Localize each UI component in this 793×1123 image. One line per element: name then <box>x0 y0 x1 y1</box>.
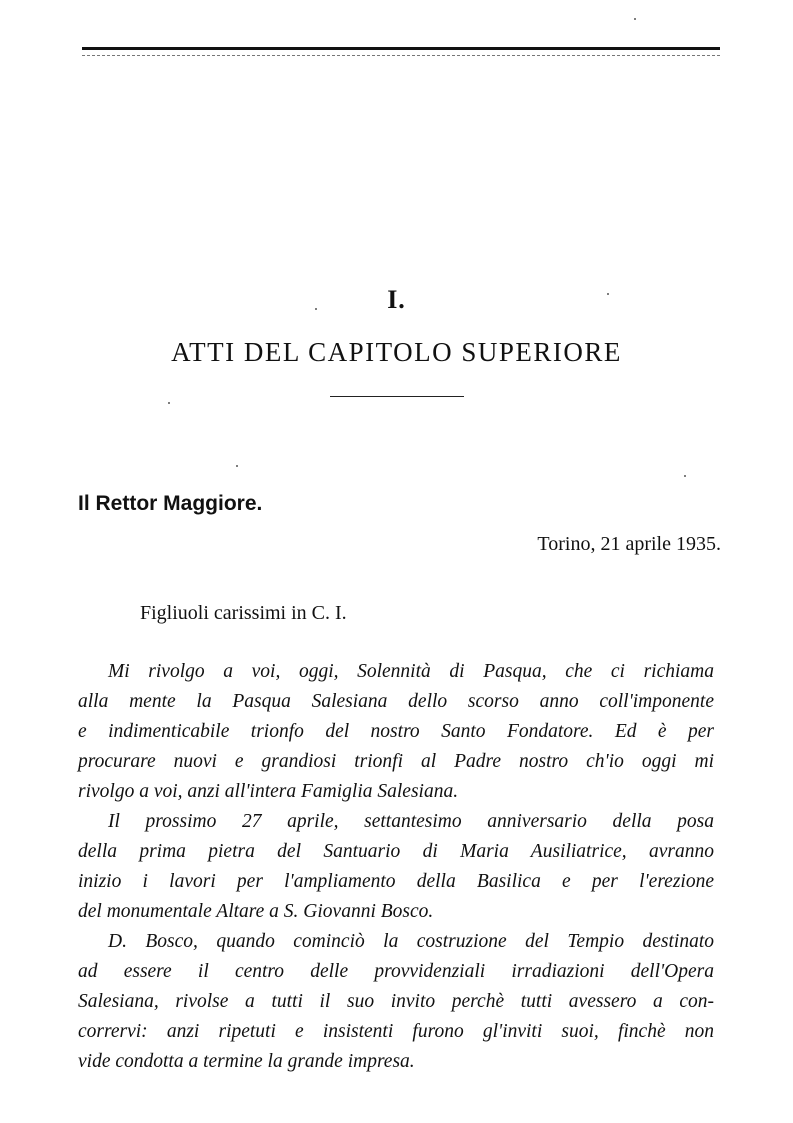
text-line: Il prossimo 27 aprile, settantesimo anniversario della posa <box>108 811 714 832</box>
text-line: Salesiana, rivolse a tutti il suo invito perchè tutti avessero a con- <box>78 991 714 1012</box>
salutation: Figliuoli carissimi in C. I. <box>140 602 347 624</box>
title-underline <box>330 396 464 397</box>
paragraph <box>78 657 714 807</box>
paragraph <box>78 807 714 927</box>
body-text <box>78 657 714 1077</box>
text-line: rivolgo a voi, anzi all'intera Famiglia Salesiana. <box>78 781 459 802</box>
text-line: Mi rivolgo a voi, oggi, Solennità di Pasqua, che ci richiama <box>108 661 714 682</box>
section-number: I. <box>387 285 406 314</box>
text-line: alla mente la Pasqua Salesiana dello scorso anno coll'imponente <box>78 691 714 712</box>
header-rule-thin <box>82 55 720 56</box>
section-title: ATTI DEL CAPITOLO SUPERIORE <box>171 337 622 367</box>
scan-speck <box>634 18 636 20</box>
paragraph <box>78 927 714 1077</box>
text-line: corrervi: anzi ripetuti e insistenti furono gl'inviti suoi, finchè non <box>78 1021 714 1042</box>
text-line: vide condotta a termine la grande impresa. <box>78 1051 415 1072</box>
text-line: e indimenticabile trionfo del nostro Santo Fondatore. Ed è per <box>78 721 714 742</box>
text-line: D. Bosco, quando cominciò la costruzione del Tempio destinato <box>108 931 714 952</box>
scan-speck <box>684 475 686 477</box>
text-line: del monumentale Altare a S. Giovanni Bosco. <box>78 901 434 922</box>
scan-speck <box>607 293 609 295</box>
scan-speck <box>236 465 238 467</box>
text-line: procurare nuovi e grandiosi trionfi al Padre nostro ch'io oggi mi <box>78 751 714 772</box>
scan-speck <box>168 402 170 404</box>
dateline: Torino, 21 aprile 1935. <box>537 533 721 555</box>
header-rule-thick <box>82 47 720 50</box>
text-line: della prima pietra del Santuario di Maria Ausiliatrice, avranno <box>78 841 714 862</box>
scan-speck <box>315 308 317 310</box>
author-heading: Il Rettor Maggiore. <box>78 492 263 515</box>
text-line: inizio i lavori per l'ampliamento della Basilica e per l'erezione <box>78 871 714 892</box>
text-line: ad essere il centro delle provvidenziali irradiazioni dell'Opera <box>78 961 714 982</box>
